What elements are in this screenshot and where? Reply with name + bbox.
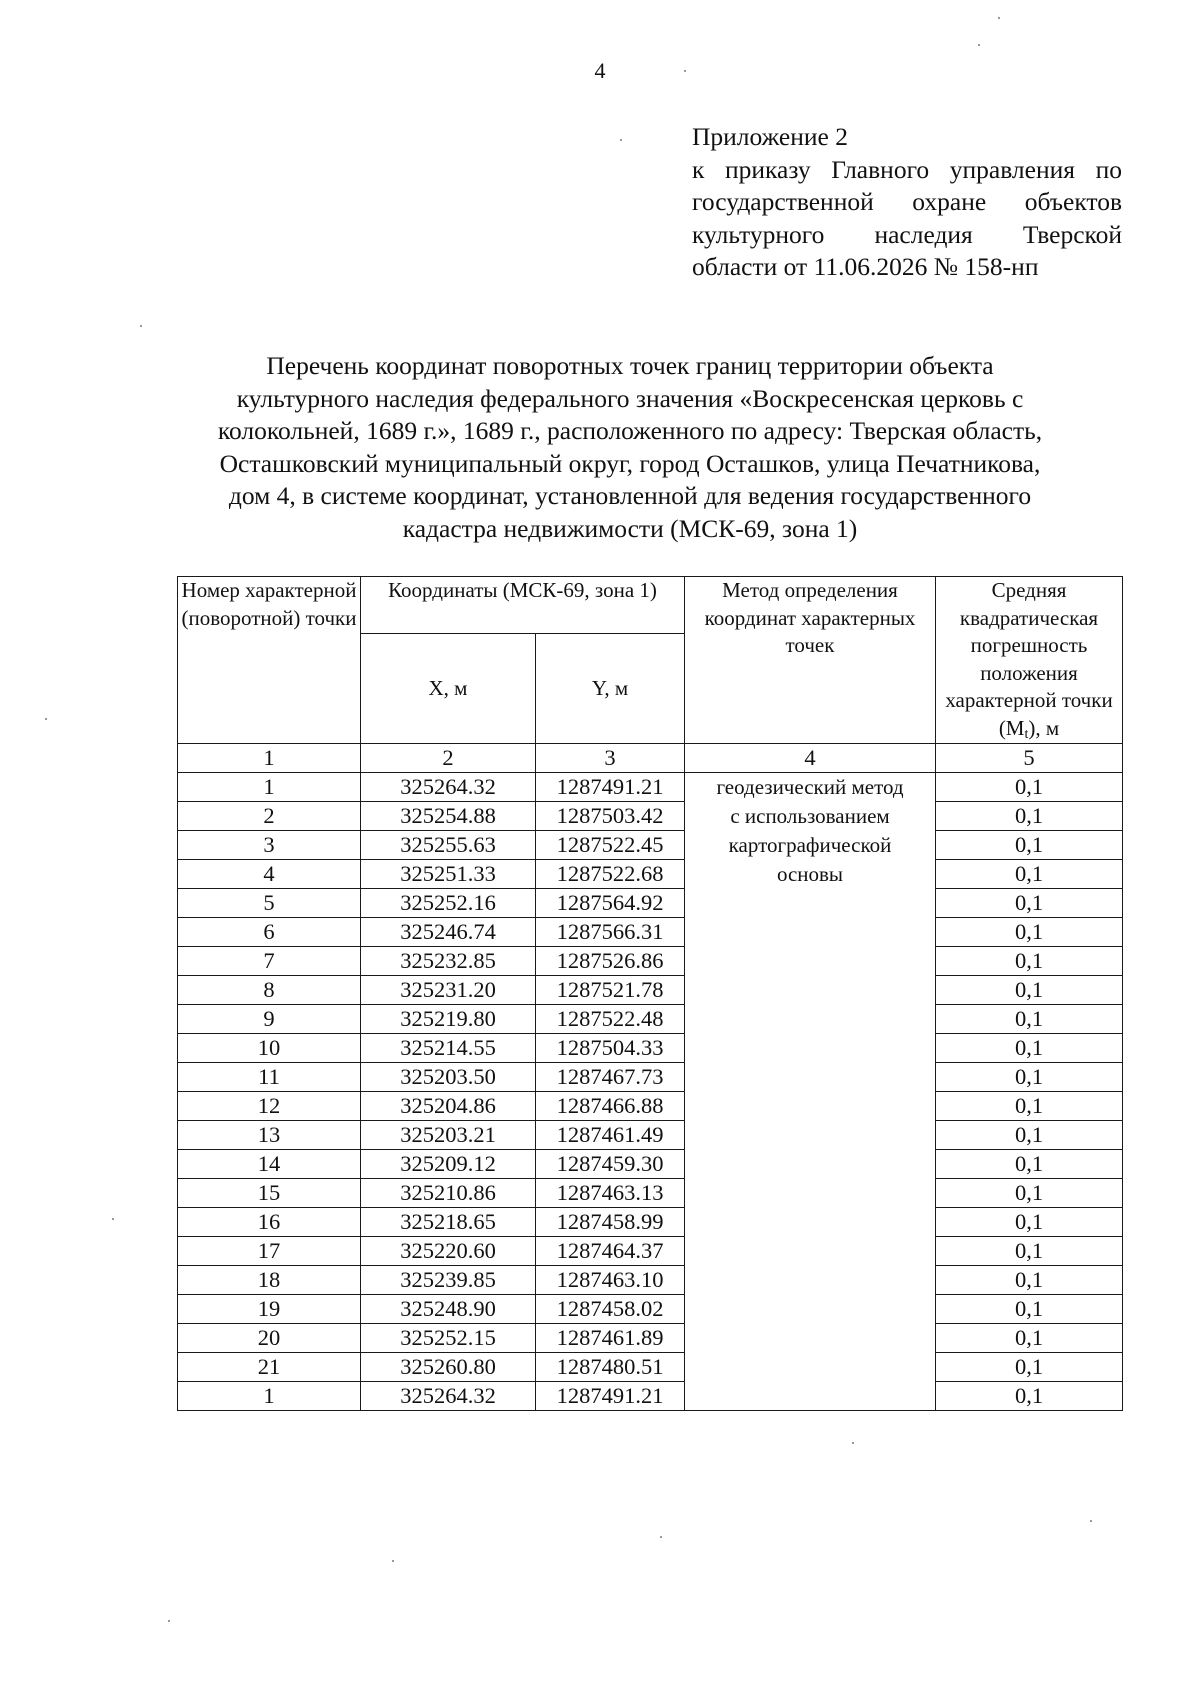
cell-point-number: 4 (178, 860, 361, 889)
cell-accuracy: 0,1 (936, 831, 1123, 860)
cell-y: 1287566.31 (536, 918, 685, 947)
table-row (178, 976, 1123, 1005)
cell-y: 1287464.37 (536, 1237, 685, 1266)
appendix-line: государственной охране объектов (692, 187, 1122, 216)
title-line: колокольней, 1689 г.», 1689 г., расположенного по адресу: Тверская область, (217, 416, 1043, 445)
table-row (178, 1237, 1123, 1266)
table-row (178, 1121, 1123, 1150)
table-row (178, 1295, 1123, 1324)
table-row (178, 1353, 1123, 1382)
cell-x: 325239.85 (361, 1266, 536, 1295)
cell-accuracy: 0,1 (936, 1208, 1123, 1237)
cell-x: 325255.63 (361, 831, 536, 860)
cell-x: 325210.86 (361, 1179, 536, 1208)
scan-speck (684, 70, 686, 72)
cell-accuracy: 0,1 (936, 1353, 1123, 1382)
scan-speck (620, 139, 622, 141)
cell-accuracy: 0,1 (936, 1237, 1123, 1266)
table-row (178, 860, 1123, 889)
cell-accuracy: 0,1 (936, 1092, 1123, 1121)
cell-y: 1287491.21 (536, 1382, 685, 1411)
cell-point-number: 14 (178, 1150, 361, 1179)
table-row (178, 947, 1123, 976)
cell-point-number: 1 (178, 773, 361, 802)
cell-point-number: 16 (178, 1208, 361, 1237)
scan-speck (45, 718, 47, 720)
table-row (178, 773, 1123, 802)
cell-y: 1287491.21 (536, 773, 685, 802)
cell-method (685, 773, 936, 1411)
cell-y: 1287463.13 (536, 1179, 685, 1208)
header-point-number: Номер характерной (поворотной) точки (178, 577, 361, 744)
table-row (178, 889, 1123, 918)
header-accuracy-tail: ), м (1028, 715, 1060, 740)
cell-y: 1287458.02 (536, 1295, 685, 1324)
title-line: Перечень координат поворотных точек границ территории объекта (266, 351, 994, 380)
table-row (178, 1324, 1123, 1353)
cell-point-number: 18 (178, 1266, 361, 1295)
cell-accuracy: 0,1 (936, 1063, 1123, 1092)
cell-point-number: 5 (178, 889, 361, 918)
cell-accuracy: 0,1 (936, 1179, 1123, 1208)
appendix-block (692, 121, 1122, 284)
table-row (178, 1034, 1123, 1063)
table-row (178, 802, 1123, 831)
cell-y: 1287522.45 (536, 831, 685, 860)
table-row (178, 1208, 1123, 1237)
method-line: с использованием (730, 804, 890, 828)
table-row (178, 1179, 1123, 1208)
scan-speck (978, 44, 980, 46)
cell-point-number: 1 (178, 1382, 361, 1411)
cell-y: 1287461.49 (536, 1121, 685, 1150)
document-title (160, 350, 1100, 545)
appendix-line: области от 11.06.2026 № 158-нп (692, 252, 1039, 281)
cell-accuracy: 0,1 (936, 1295, 1123, 1324)
cell-y: 1287504.33 (536, 1034, 685, 1063)
cell-y: 1287466.88 (536, 1092, 685, 1121)
cell-point-number: 20 (178, 1324, 361, 1353)
cell-x: 325264.32 (361, 773, 536, 802)
cell-point-number: 6 (178, 918, 361, 947)
appendix-line: культурного наследия Тверской (692, 219, 1122, 249)
method-line: геодезический метод (716, 775, 904, 799)
cell-accuracy: 0,1 (936, 1034, 1123, 1063)
title-line: кадастра недвижимости (МСК-69, зона 1) (402, 513, 858, 543)
column-number: 1 (178, 744, 361, 773)
page-number: 4 (594, 58, 606, 83)
cell-accuracy: 0,1 (936, 1382, 1123, 1411)
cell-y: 1287564.92 (536, 889, 685, 918)
header-accuracy-text: Средняя квадратическая погрешность положения характерной точки (M (945, 578, 1113, 740)
cell-x: 325252.15 (361, 1324, 536, 1353)
scan-speck (112, 1218, 114, 1220)
cell-accuracy: 0,1 (936, 1150, 1123, 1179)
column-number: 3 (536, 744, 685, 773)
cell-point-number: 9 (178, 1005, 361, 1034)
cell-accuracy: 0,1 (936, 947, 1123, 976)
scan-speck (168, 1620, 170, 1622)
cell-x: 325220.60 (361, 1237, 536, 1266)
title-line: дом 4, в системе координат, установленной для ведения государственного (228, 481, 1032, 510)
cell-y: 1287458.99 (536, 1208, 685, 1237)
cell-point-number: 17 (178, 1237, 361, 1266)
table-row (178, 1266, 1123, 1295)
cell-y: 1287463.10 (536, 1266, 685, 1295)
appendix-line: к приказу Главного управления по (692, 154, 1122, 184)
cell-y: 1287467.73 (536, 1063, 685, 1092)
cell-point-number: 2 (178, 802, 361, 831)
column-number: 5 (936, 744, 1123, 773)
cell-y: 1287522.48 (536, 1005, 685, 1034)
header-accuracy (936, 577, 1123, 744)
cell-y: 1287522.68 (536, 860, 685, 889)
cell-point-number: 19 (178, 1295, 361, 1324)
cell-accuracy: 0,1 (936, 918, 1123, 947)
cell-x: 325203.50 (361, 1063, 536, 1092)
scan-speck (998, 17, 1000, 19)
scan-speck (392, 1560, 394, 1562)
table-row (178, 1005, 1123, 1034)
cell-y: 1287503.42 (536, 802, 685, 831)
table-body (178, 773, 1123, 1411)
cell-x: 325209.12 (361, 1150, 536, 1179)
cell-accuracy: 0,1 (936, 773, 1123, 802)
method-line: основы (776, 862, 844, 886)
cell-point-number: 8 (178, 976, 361, 1005)
cell-x: 325231.20 (361, 976, 536, 1005)
header-y: Y, м (536, 634, 685, 744)
table-row (178, 1063, 1123, 1092)
table-row (178, 831, 1123, 860)
cell-point-number: 3 (178, 831, 361, 860)
header-accuracy-subscript: t (1024, 726, 1029, 742)
cell-accuracy: 0,1 (936, 1266, 1123, 1295)
cell-x: 325203.21 (361, 1121, 536, 1150)
cell-point-number: 7 (178, 947, 361, 976)
cell-x: 325232.85 (361, 947, 536, 976)
table-row (178, 1382, 1123, 1411)
header-method: Метод определения координат характерных точек (685, 577, 936, 744)
cell-x: 325246.74 (361, 918, 536, 947)
cell-accuracy: 0,1 (936, 860, 1123, 889)
cell-accuracy: 0,1 (936, 802, 1123, 831)
title-line: Осташковский муниципальный округ, город Осташков, улица Печатникова, (219, 448, 1041, 478)
cell-y: 1287461.89 (536, 1324, 685, 1353)
cell-y: 1287480.51 (536, 1353, 685, 1382)
cell-point-number: 11 (178, 1063, 361, 1092)
method-line: картографической (728, 833, 892, 857)
scan-speck (140, 325, 142, 327)
column-number: 2 (361, 744, 536, 773)
cell-y: 1287526.86 (536, 947, 685, 976)
cell-point-number: 21 (178, 1353, 361, 1382)
cell-x: 325264.32 (361, 1382, 536, 1411)
cell-point-number: 10 (178, 1034, 361, 1063)
table-row (178, 918, 1123, 947)
cell-x: 325219.80 (361, 1005, 536, 1034)
cell-x: 325214.55 (361, 1034, 536, 1063)
scan-speck (852, 1442, 854, 1444)
cell-accuracy: 0,1 (936, 1005, 1123, 1034)
title-line: культурного наследия федерального значения «Воскресенская церковь с (236, 383, 1024, 413)
cell-x: 325252.16 (361, 889, 536, 918)
cell-accuracy: 0,1 (936, 1121, 1123, 1150)
cell-x: 325251.33 (361, 860, 536, 889)
table-row (178, 1092, 1123, 1121)
cell-x: 325204.86 (361, 1092, 536, 1121)
coordinates-table (177, 576, 1123, 1411)
cell-point-number: 15 (178, 1179, 361, 1208)
cell-x: 325218.65 (361, 1208, 536, 1237)
cell-accuracy: 0,1 (936, 889, 1123, 918)
cell-point-number: 12 (178, 1092, 361, 1121)
cell-accuracy: 0,1 (936, 1324, 1123, 1353)
appendix-line: Приложение 2 (692, 122, 848, 151)
cell-y: 1287521.78 (536, 976, 685, 1005)
cell-point-number: 13 (178, 1121, 361, 1150)
cell-x: 325260.80 (361, 1353, 536, 1382)
header-x: X, м (361, 634, 536, 744)
cell-accuracy: 0,1 (936, 976, 1123, 1005)
header-coordinates: Координаты (МСК-69, зона 1) (361, 577, 685, 634)
cell-x: 325254.88 (361, 802, 536, 831)
table-row (178, 1150, 1123, 1179)
cell-x: 325248.90 (361, 1295, 536, 1324)
cell-y: 1287459.30 (536, 1150, 685, 1179)
column-number: 4 (685, 744, 936, 773)
scan-speck (660, 1536, 662, 1538)
scan-speck (1090, 1520, 1092, 1522)
